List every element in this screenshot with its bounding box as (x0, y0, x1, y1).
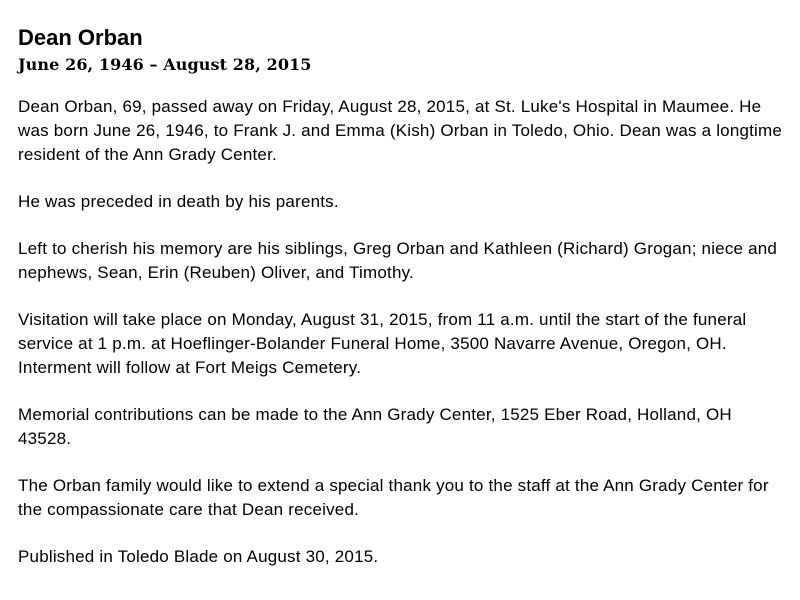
paragraph-biography: Dean Orban, 69, passed away on Friday, August 28, 2015, at St. Luke's Hospital in Maumee. He was born June 26, 1946, to Frank J. and Emma (Kish) Orban in Toledo, Ohio. Dean was a longtime resident of the Ann Grady Center. (18, 97, 783, 164)
life-dates: June 26, 1946 – August 28, 2015 (18, 55, 312, 74)
paragraph-thanks: The Orban family would like to extend a special thank you to the staff at the Ann Grady Center for the compassionate care that Dean received. (18, 476, 769, 519)
paragraph-memorial: Memorial contributions can be made to the Ann Grady Center, 1525 Eber Road, Holland, OH 43528. (18, 405, 732, 448)
paragraph-preceded: He was preceded in death by his parents. (18, 192, 339, 211)
paragraph-survivors: Left to cherish his memory are his siblings, Greg Orban and Kathleen (Richard) Grogan; niece and nephews, Sean, Erin (Reuben) Oliver, and Timothy. (18, 239, 778, 282)
obituary-body (18, 95, 788, 569)
obituary-document (18, 24, 788, 569)
paragraph-visitation: Visitation will take place on Monday, August 31, 2015, from 11 a.m. until the start of the funeral service at 1 p.m. at Hoeflinger-Bolander Funeral Home, 3500 Navarre Avenue, Oregon, OH. Interment will follow at Fort Meigs Cemetery. (18, 310, 747, 377)
obituary-name: Dean Orban (18, 25, 143, 50)
paragraph-publication: Published in Toledo Blade on August 30, 2015. (18, 547, 379, 566)
